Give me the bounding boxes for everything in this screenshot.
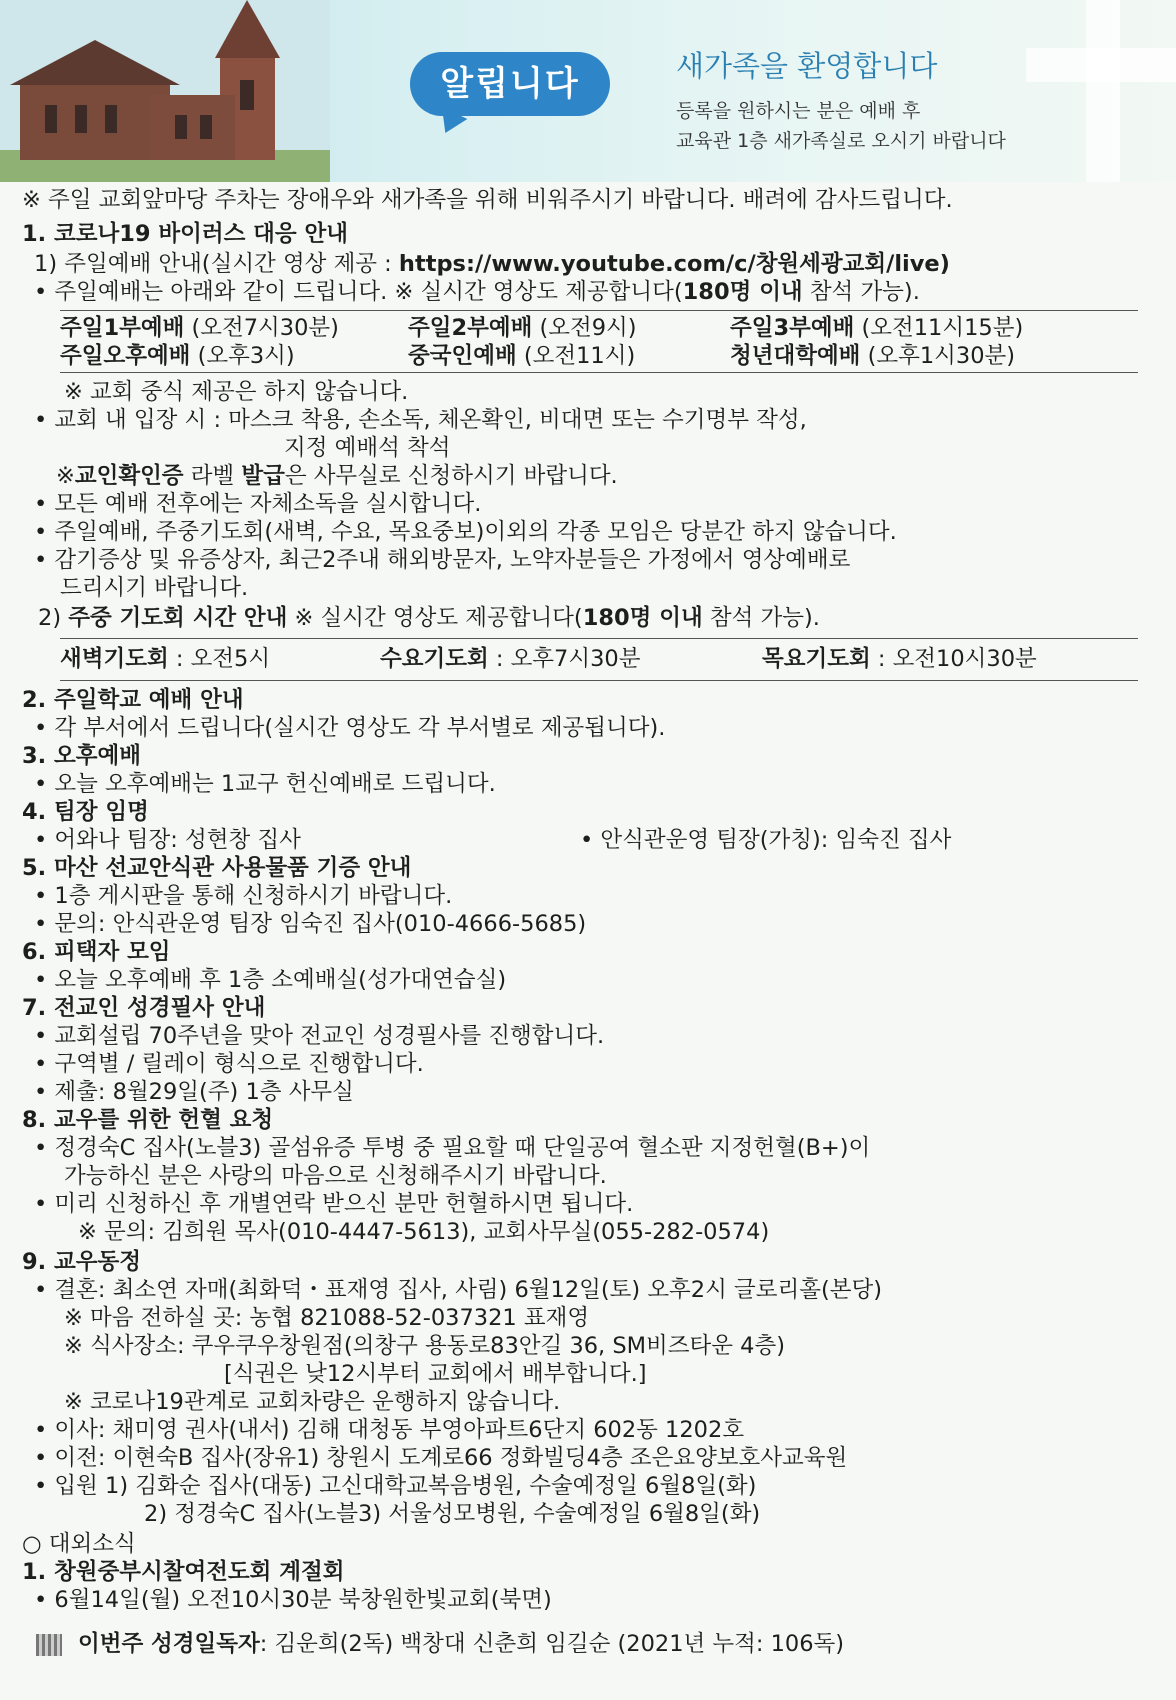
parking-notice: ※ 주일 교회앞마당 주차는 장애우와 새가족을 위해 비워주시기 바랍니다. 배려에 감사드립니다. xyxy=(22,187,953,213)
external-title: 1. 창원중부시찰여전도회 계절회 xyxy=(22,1559,345,1585)
list-item: 2) 정경숙C 집사(노블3) 서울성모병원, 수술예정일 6월8일(화) xyxy=(144,1501,761,1527)
welcome-line-1: 등록을 원하시는 분은 예배 후 xyxy=(676,100,921,122)
list-item: • 오늘 오후예배는 1교구 헌신예배로 드립니다. xyxy=(34,771,496,797)
no-meeting-note: • 주일예배, 주중기도회(새벽, 수요, 목요중보)이외의 각종 모임은 당분간 하지 않습니다. xyxy=(34,519,897,545)
list-item: • 1층 게시판을 통해 신청하시기 바랍니다. xyxy=(34,883,453,909)
service-item: 주일1부예배 (오전7시30분) xyxy=(60,315,339,341)
entry-rules: • 교회 내 입장 시 : 마스크 착용, 손소독, 체온확인, 비대면 또는 수기명부 작성, xyxy=(34,407,807,433)
header-banner xyxy=(0,0,1176,182)
divider xyxy=(60,680,1138,681)
section-5-title: 5. 마산 선교안식관 사용물품 기증 안내 xyxy=(22,855,412,881)
divider xyxy=(60,638,1138,639)
service-item: 주일3부예배 (오전11시15분) xyxy=(730,315,1024,341)
section-2-title: 2. 주일학교 예배 안내 xyxy=(22,687,244,713)
service-item: 청년대학예배 (오후1시30분) xyxy=(730,343,1016,369)
prayer-item: 목요기도회 : 오전10시30분 xyxy=(762,646,1037,672)
prayer-item: 새벽기도회 : 오전5시 xyxy=(60,646,271,672)
section-7-title: 7. 전교인 성경필사 안내 xyxy=(22,995,266,1021)
list-item: • 교회설립 70주년을 맞아 전교인 성경필사를 진행합니다. xyxy=(34,1023,605,1049)
list-item: • 제출: 8월29일(주) 1층 사무실 xyxy=(34,1079,354,1105)
member-card-note: ※교인확인증 라벨 발급은 사무실로 신청하시기 바랍니다. xyxy=(56,463,618,489)
prayer-info: 2) 주중 기도회 시간 안내 ※ 실시간 영상도 제공합니다(180명 이내 참석 가능). xyxy=(38,605,820,631)
sunday-service-info: 1) 주일예배 안내(실시간 영상 제공 : https://www.youtube.com/c/창원세광교회/live) xyxy=(34,251,950,277)
section-3-title: 3. 오후예배 xyxy=(22,743,141,769)
list-item: • 문의: 안식관운영 팀장 임숙진 집사(010-4666-5685) xyxy=(34,911,587,937)
external-heading: ○ 대외소식 xyxy=(22,1531,136,1557)
list-item: • 정경숙C 집사(노블3) 골섬유증 투병 중 필요할 때 단일공여 혈소판 지정헌혈(B+)이 xyxy=(34,1135,871,1161)
bible-readers: 이번주 성경일독자: 김운희(2독) 백창대 신춘희 임길순 (2021년 누적: 106독) xyxy=(36,1630,844,1658)
list-item: [식권은 낮12시부터 교회에서 배부합니다.] xyxy=(224,1361,647,1387)
list-item: 가능하신 분은 사랑의 마음으로 신청해주시기 바랍니다. xyxy=(64,1163,607,1189)
list-item: • 구역별 / 릴레이 형식으로 진행합니다. xyxy=(34,1051,424,1077)
list-item: • 미리 신청하신 후 개별연락 받으신 분만 헌혈하시면 됩니다. xyxy=(34,1191,634,1217)
disinfect-note: • 모든 예배 전후에는 자체소독을 실시합니다. xyxy=(34,491,482,517)
list-item: ※ 식사장소: 쿠우쿠우창원점(의창구 용동로83안길 36, SM비즈타운 4층) xyxy=(64,1333,785,1359)
list-item: • 이전: 이현숙B 집사(장유1) 창원시 도계로66 정화빌딩4층 조은요양보호사교육원 xyxy=(34,1445,848,1471)
section-6-title: 6. 피택자 모임 xyxy=(22,939,171,965)
contact-note: ※ 문의: 김희원 목사(010-4447-5613), 교회사무실(055-282-0574) xyxy=(78,1219,770,1245)
cold-note: • 감기증상 및 유증상자, 최근2주내 해외방문자, 노약자분들은 가정에서 영상예배로 xyxy=(34,547,851,573)
entry-rules-cont: 지정 예배석 착석 xyxy=(284,435,451,461)
cold-note-cont: 드리시기 바랍니다. xyxy=(60,575,249,601)
list-item: ※ 마음 전하실 곳: 농협 821088-52-037321 표재영 xyxy=(64,1305,590,1331)
bar-marker-icon xyxy=(36,1634,62,1656)
divider xyxy=(60,372,1138,373)
sunday-service-bullet: • 주일예배는 아래와 같이 드립니다. ※ 실시간 영상도 제공합니다(180명 이내 참석 가능). xyxy=(34,279,920,305)
list-item: • 이사: 채미영 권사(내서) 김해 대청동 부영아파트6단지 602동 1202호 xyxy=(34,1417,745,1443)
list-item: • 결혼: 최소연 자매(최화덕・표재영 집사, 사림) 6월12일(토) 오후2시 글로리홀(본당) xyxy=(34,1277,882,1303)
service-item: 중국인예배 (오전11시) xyxy=(408,343,636,369)
welcome-line-2: 교육관 1층 새가족실로 오시기 바랍니다 xyxy=(676,130,1006,152)
list-item: ※ 코로나19관계로 교회차량은 운행하지 않습니다. xyxy=(64,1389,561,1415)
service-item: 주일2부예배 (오전9시) xyxy=(408,315,637,341)
list-item: • 각 부서에서 드립니다(실시간 영상도 각 부서별로 제공됩니다). xyxy=(34,715,666,741)
notice-badge: 알립니다 xyxy=(410,52,610,116)
divider xyxy=(60,310,1138,311)
welcome-title: 새가족을 환영합니다 xyxy=(676,49,938,83)
service-item: 주일오후예배 (오후3시) xyxy=(60,343,295,369)
prayer-item: 수요기도회 : 오후7시30분 xyxy=(380,646,641,672)
church-illustration xyxy=(0,0,330,182)
youtube-link[interactable]: https://www.youtube.com/c/창원세광교회/live) xyxy=(398,251,950,277)
no-lunch-note: ※ 교회 중식 제공은 하지 않습니다. xyxy=(64,379,409,405)
list-item: • 오늘 오후예배 후 1층 소예배실(성가대연습실) xyxy=(34,967,507,993)
list-item: • 안식관운영 팀장(가칭): 임숙진 집사 xyxy=(580,827,952,853)
section-8-title: 8. 교우를 위한 헌혈 요청 xyxy=(22,1107,274,1133)
list-item: • 입원 1) 김화순 집사(대동) 고신대학교복음병원, 수술예정일 6월8일(화) xyxy=(34,1473,757,1499)
section-1-title: 1. 코로나19 바이러스 대응 안내 xyxy=(22,221,348,247)
list-item: • 어와나 팀장: 성현창 집사 xyxy=(34,827,301,853)
section-9-title: 9. 교우동정 xyxy=(22,1249,141,1275)
list-item: • 6월14일(월) 오전10시30분 북창원한빛교회(북면) xyxy=(34,1587,552,1613)
cross-icon xyxy=(1006,0,1176,182)
section-4-title: 4. 팀장 임명 xyxy=(22,799,149,825)
